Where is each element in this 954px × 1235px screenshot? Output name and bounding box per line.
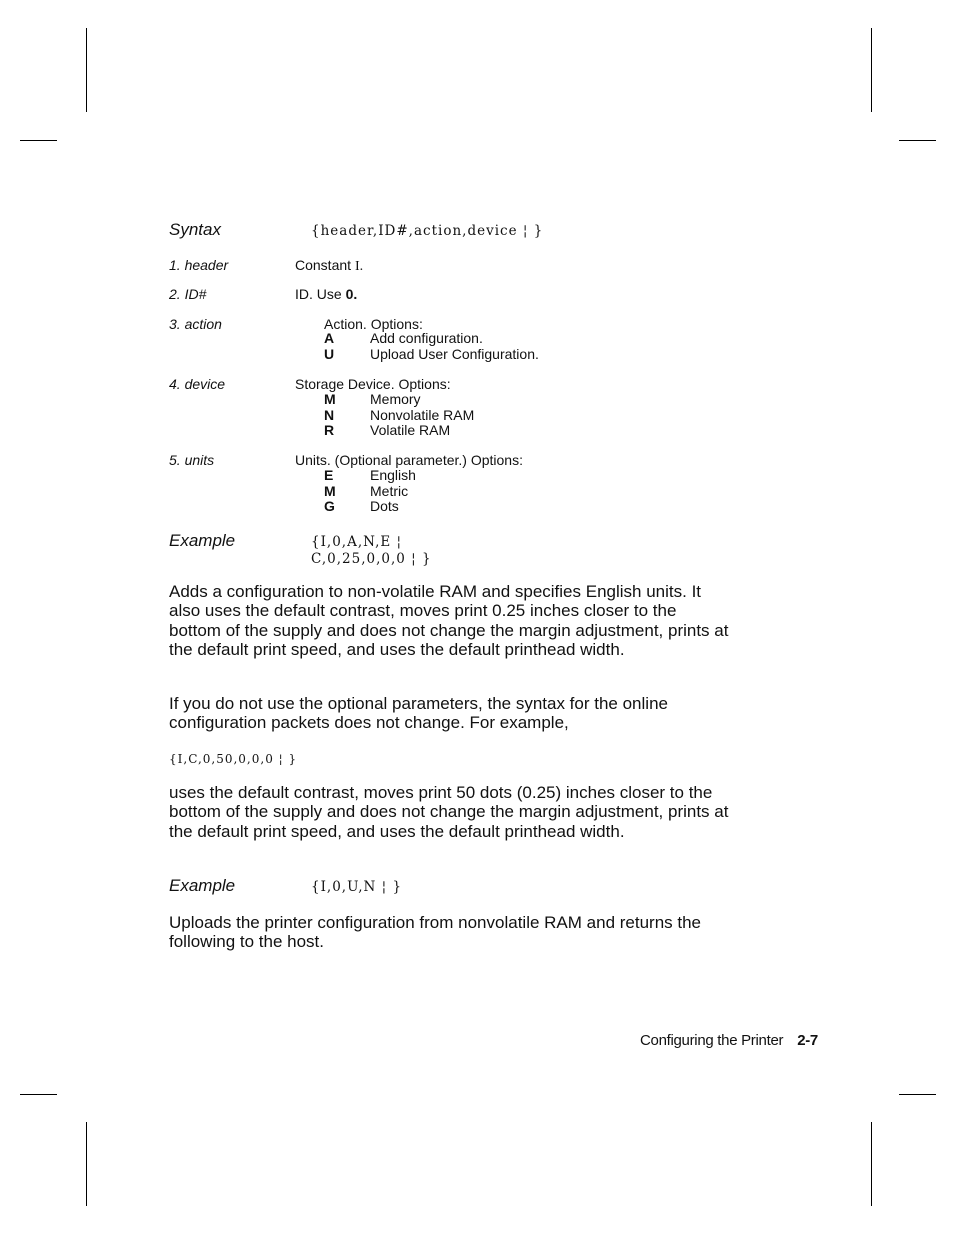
option-text: Metric — [370, 482, 409, 499]
option-letter: G — [324, 498, 335, 515]
syntax-heading: Syntax — [169, 220, 221, 239]
option-text: Memory — [370, 391, 421, 407]
example-code-2: {I,0,U,N ¦ } — [311, 879, 403, 895]
example-code-line-1: {I,0,A,N,E ¦ — [311, 534, 403, 550]
option-row — [296, 484, 416, 500]
option-letter: E — [324, 467, 334, 483]
param-value-header: I. — [354, 259, 364, 274]
option-list-device — [296, 392, 474, 439]
crop-mark-bottom-right-horizontal — [899, 1094, 936, 1095]
option-text: Dots — [370, 498, 399, 515]
param-value-id: 0. — [345, 286, 358, 302]
example-code-line-2: C,0,25,0,0,0 ¦ } — [311, 551, 432, 567]
option-letter: R — [324, 422, 335, 439]
option-letter: M — [324, 391, 336, 407]
option-text: Nonvolatile RAM — [370, 406, 475, 423]
param-desc-action: Action. Options: — [324, 316, 423, 332]
option-row — [296, 347, 539, 363]
param-term-units: 5. units — [169, 452, 215, 468]
footer-section-title: Configuring the Printer — [640, 1032, 784, 1049]
option-text: Add configuration. — [370, 330, 483, 346]
option-row — [296, 468, 416, 484]
syntax-code: {header,ID#,action,device ¦ } — [311, 223, 544, 239]
option-text: Volatile RAM — [370, 422, 451, 439]
param-term-header: 1. header — [169, 257, 229, 273]
param-desc-id-text: ID. Use — [295, 286, 346, 302]
code-example: {I,C,0,50,0,0,0 ¦ } — [169, 752, 298, 766]
footer-page-number: 2-7 — [797, 1032, 818, 1049]
param-desc-id — [295, 286, 357, 302]
param-term-device: 4. device — [169, 376, 226, 392]
paragraph-example-explanation: Adds a configuration to non-volatile RAM and specifies English units. It also uses the default contrast, moves print 0.25 inches closer to the bottom of the supply and does not change the margin adjustment, prints at the default print speed, and uses the default printhead width. — [169, 582, 729, 660]
param-term-id: 2. ID# — [169, 286, 207, 302]
crop-mark-top-left-horizontal — [20, 140, 57, 141]
paragraph-optional-parameters: If you do not use the optional parameters, the syntax for the online configuration packets does not change. For example, — [169, 694, 668, 733]
crop-mark-bottom-left-vertical — [86, 1122, 87, 1206]
option-row — [296, 392, 474, 408]
param-desc-units: Units. (Optional parameter.) Options: — [295, 452, 523, 468]
option-list-units — [296, 468, 416, 515]
param-desc-header — [295, 257, 363, 275]
option-letter: M — [324, 482, 336, 499]
crop-mark-top-right-horizontal — [899, 140, 936, 141]
example-heading-2: Example — [169, 876, 236, 895]
param-desc-header-text: Constant — [295, 257, 355, 273]
option-row — [296, 423, 474, 439]
option-letter: U — [324, 345, 335, 362]
option-letter: N — [324, 406, 335, 423]
option-row — [296, 331, 539, 347]
option-text: English — [370, 467, 416, 483]
option-list-action — [296, 331, 539, 362]
example-heading: Example — [169, 531, 236, 550]
paragraph-code-explanation: uses the default contrast, moves print 50 dots (0.25) inches closer to the bottom of the supply and does not change the margin adjustment, prints at the default print speed, and uses the default printhead width. — [169, 783, 729, 841]
crop-mark-bottom-left-horizontal — [20, 1094, 57, 1095]
param-desc-device: Storage Device. Options: — [295, 376, 451, 392]
crop-mark-top-left-vertical — [86, 28, 87, 112]
paragraph-upload-explanation: Uploads the printer configuration from nonvolatile RAM and returns the following to the host. — [169, 913, 702, 952]
option-row — [296, 408, 474, 424]
param-term-action: 3. action — [169, 316, 222, 332]
crop-mark-bottom-right-vertical — [871, 1122, 872, 1206]
option-text: Upload User Configuration. — [370, 345, 539, 362]
crop-mark-top-right-vertical — [871, 28, 872, 112]
page-footer — [640, 1032, 818, 1049]
option-row — [296, 499, 416, 515]
option-letter: A — [324, 330, 335, 346]
